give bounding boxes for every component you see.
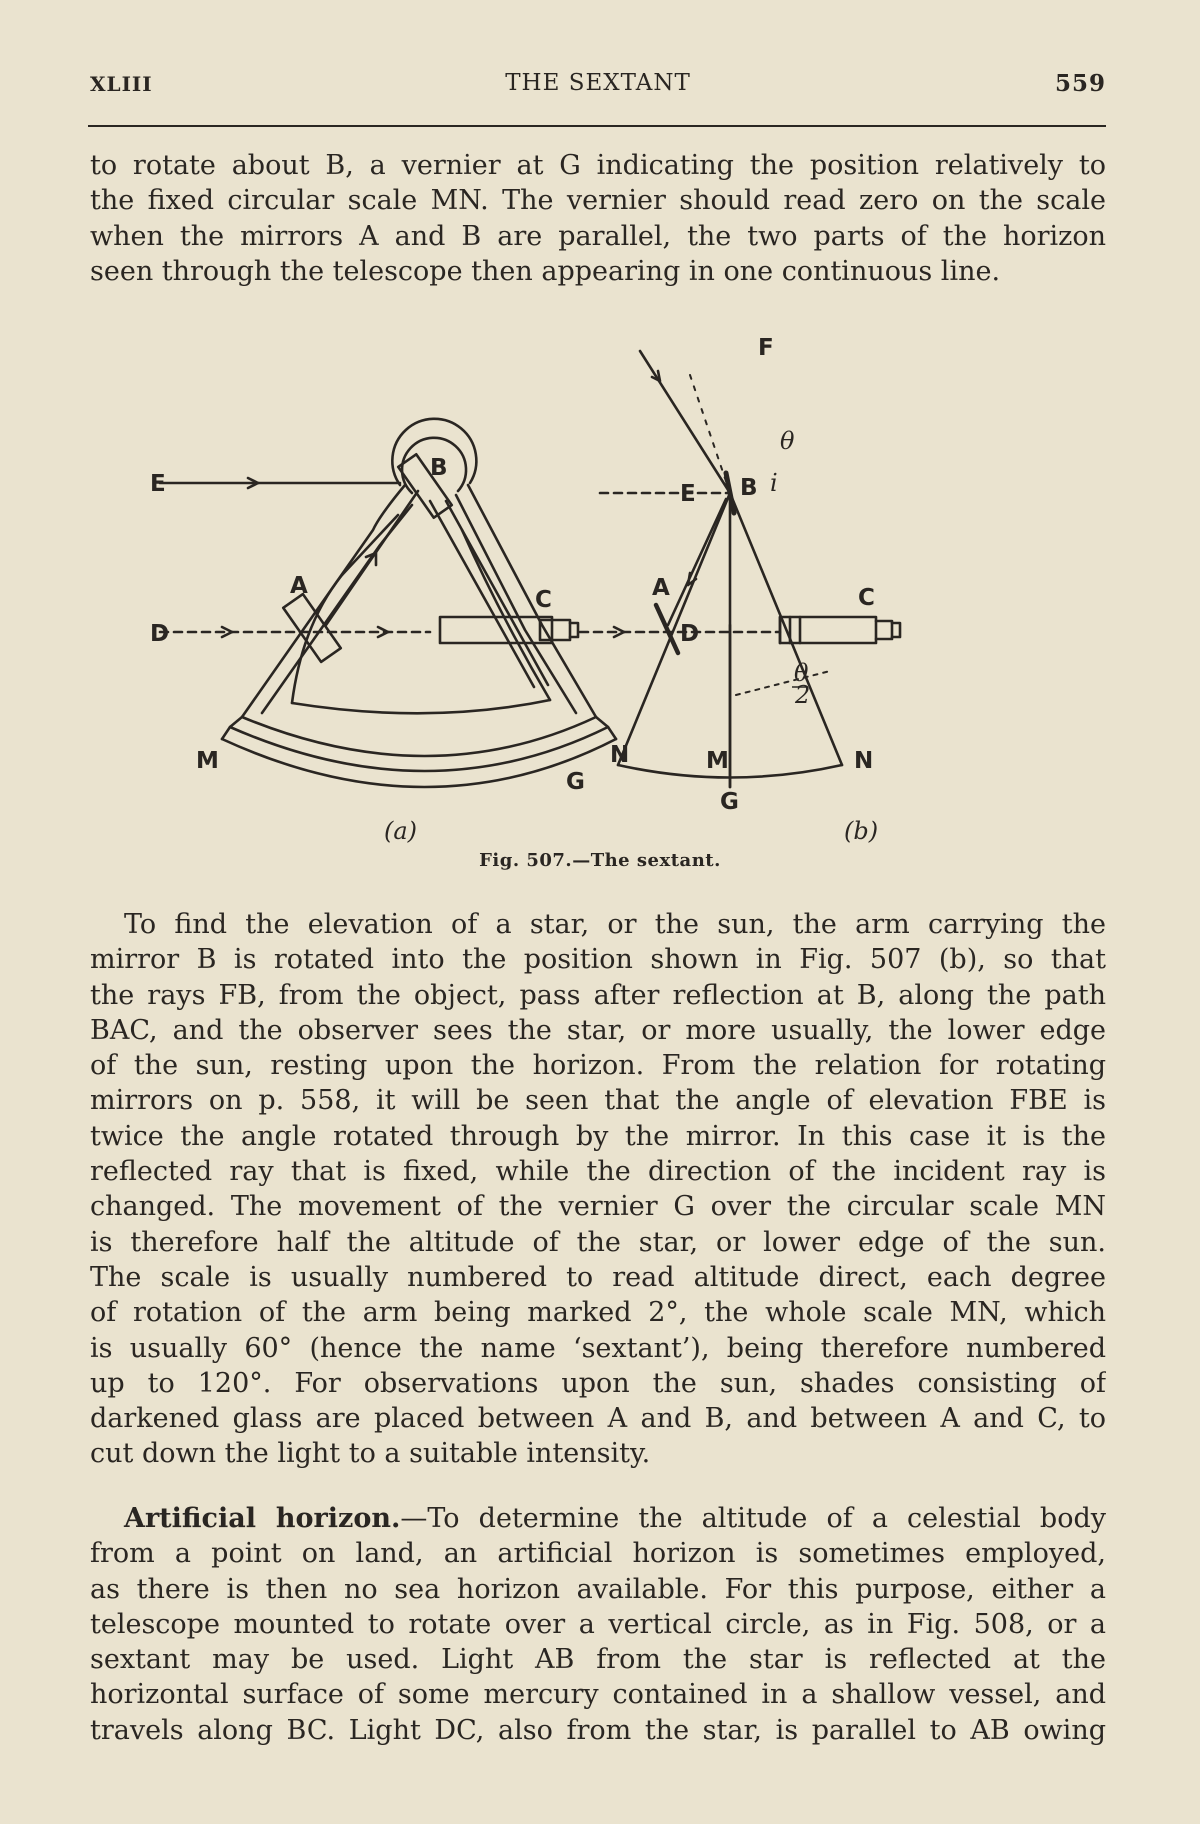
label-b-n: N	[854, 748, 874, 774]
label-a-n: N	[610, 742, 630, 768]
text-line: reflected ray that is fixed, while the direction of the incident ray is	[90, 1156, 1106, 1188]
header-rule	[88, 125, 1106, 127]
label-a-a: A	[290, 573, 308, 599]
label-b-i: i	[770, 469, 778, 497]
running-head	[90, 70, 1106, 104]
frame-b-right	[730, 493, 842, 765]
label-b-a: A	[652, 575, 670, 601]
inner-window-bottom	[292, 700, 550, 713]
sextant-figure	[130, 325, 1080, 850]
text-line: when the mirrors A and B are parallel, the two parts of the horizon	[90, 220, 1106, 252]
text-line: mirrors on p. 558, it will be seen that the angle of elevation FBE is	[90, 1085, 1106, 1117]
section-runin-heading: Artificial horizon.	[124, 1503, 401, 1534]
label-b-m: M	[706, 748, 729, 774]
label-a-e: E	[150, 471, 166, 497]
label-b-theta: θ	[780, 427, 795, 455]
frame-right-arm-inner	[456, 495, 576, 713]
text-line: travels along BC. Light DC, also from the star, is parallel to AB owing	[90, 1714, 1106, 1746]
text-line: of the sun, resting upon the horizon. From the relation for rotating	[90, 1050, 1106, 1082]
figure-caption: Fig. 507.—The sextant.	[479, 850, 721, 871]
telescope-b-c	[780, 617, 876, 643]
text-line: telescope mounted to rotate over a vertical circle, as in Fig. 508, or a	[90, 1608, 1106, 1640]
runin-continuation: —To determine the altitude of a celestial body	[400, 1503, 1106, 1534]
label-b-b: B	[740, 475, 758, 501]
text-line: sextant may be used. Light AB from the star is reflected at the	[90, 1644, 1106, 1676]
page-number: 559	[1054, 70, 1106, 97]
paragraph-elevation	[90, 907, 1106, 1472]
text-line: changed. The movement of the vernier G over the circular scale MN	[90, 1191, 1106, 1223]
frame-b-left	[618, 493, 730, 765]
label-a-b: B	[430, 455, 448, 481]
index-arm-right	[446, 501, 548, 685]
label-b-e: E	[680, 481, 696, 507]
running-title: THE SEXTANT	[505, 70, 691, 96]
sextant-diagram	[130, 325, 1080, 850]
label-a-m: M	[196, 748, 219, 774]
text-line: of rotation of the arm being marked 2°, the whole scale MN, which	[90, 1297, 1106, 1329]
index-arm-left	[430, 501, 534, 687]
text-line: is therefore half the altitude of the star, or lower edge of the sun.	[90, 1226, 1106, 1258]
text-line: as there is then no sea horizon available. For this purpose, either a	[90, 1573, 1106, 1605]
text-line: from a point on land, an artificial horizon is sometimes employed,	[90, 1538, 1106, 1570]
label-a-g: G	[566, 769, 585, 795]
label-b-sub: (b)	[844, 817, 879, 845]
text-line: is usually 60° (hence the name ‘sextant’), being therefore numbered	[90, 1332, 1106, 1364]
ray-fb	[640, 351, 730, 493]
inner-window-topleft	[342, 515, 398, 575]
label-a-sub: (a)	[384, 817, 418, 845]
text-line: the rays FB, from the object, pass after reflection at B, along the path	[90, 979, 1106, 1011]
paragraph-intro	[90, 148, 1106, 289]
diagram-b	[580, 351, 900, 787]
text-line: The scale is usually numbered to read altitude direct, each degree	[90, 1261, 1106, 1293]
text-line: seen through the telescope then appearing in one continuous line.	[90, 255, 1001, 287]
text-line: mirror B is rotated into the position shown in Fig. 507 (b), so that	[90, 944, 1106, 976]
chapter-number: XLIII	[90, 72, 153, 96]
label-a-c: C	[535, 587, 552, 613]
text-line: twice the angle rotated through by the mirror. In this case it is the	[90, 1120, 1106, 1152]
text-line: to rotate about B, a vernier at G indicating the position relatively to	[90, 150, 1106, 181]
ray-ba-b	[668, 499, 726, 625]
text-line: BAC, and the observer sees the star, or more usually, the lower edge	[90, 1014, 1106, 1046]
text-line: up to 120°. For observations upon the sun, shades consisting of	[90, 1367, 1106, 1399]
paragraph-artificial-horizon	[90, 1501, 1106, 1748]
ray-ba	[326, 491, 418, 625]
label-b-theta-half-num: θ	[794, 659, 809, 687]
theta-half-line	[736, 671, 830, 695]
text-line: cut down the light to a suitable intensity.	[90, 1438, 651, 1470]
label-b-g: G	[720, 789, 739, 815]
label-a-d: D	[150, 621, 170, 647]
label-b-c: C	[858, 585, 875, 611]
label-b-d: D	[680, 621, 700, 647]
text-line: To find the elevation of a star, or the sun, the arm carrying the	[124, 909, 1106, 940]
label-b-theta-half-den: 2	[795, 681, 811, 709]
text-line	[90, 1501, 1106, 1536]
text-line: darkened glass are placed between A and B, and between A and C, to	[90, 1403, 1106, 1435]
text-line: horizontal surface of some mercury contained in a shallow vessel, and	[90, 1679, 1106, 1711]
label-b-f: F	[758, 335, 774, 361]
text-line: the fixed circular scale MN. The vernier should read zero on the scale	[90, 185, 1106, 217]
